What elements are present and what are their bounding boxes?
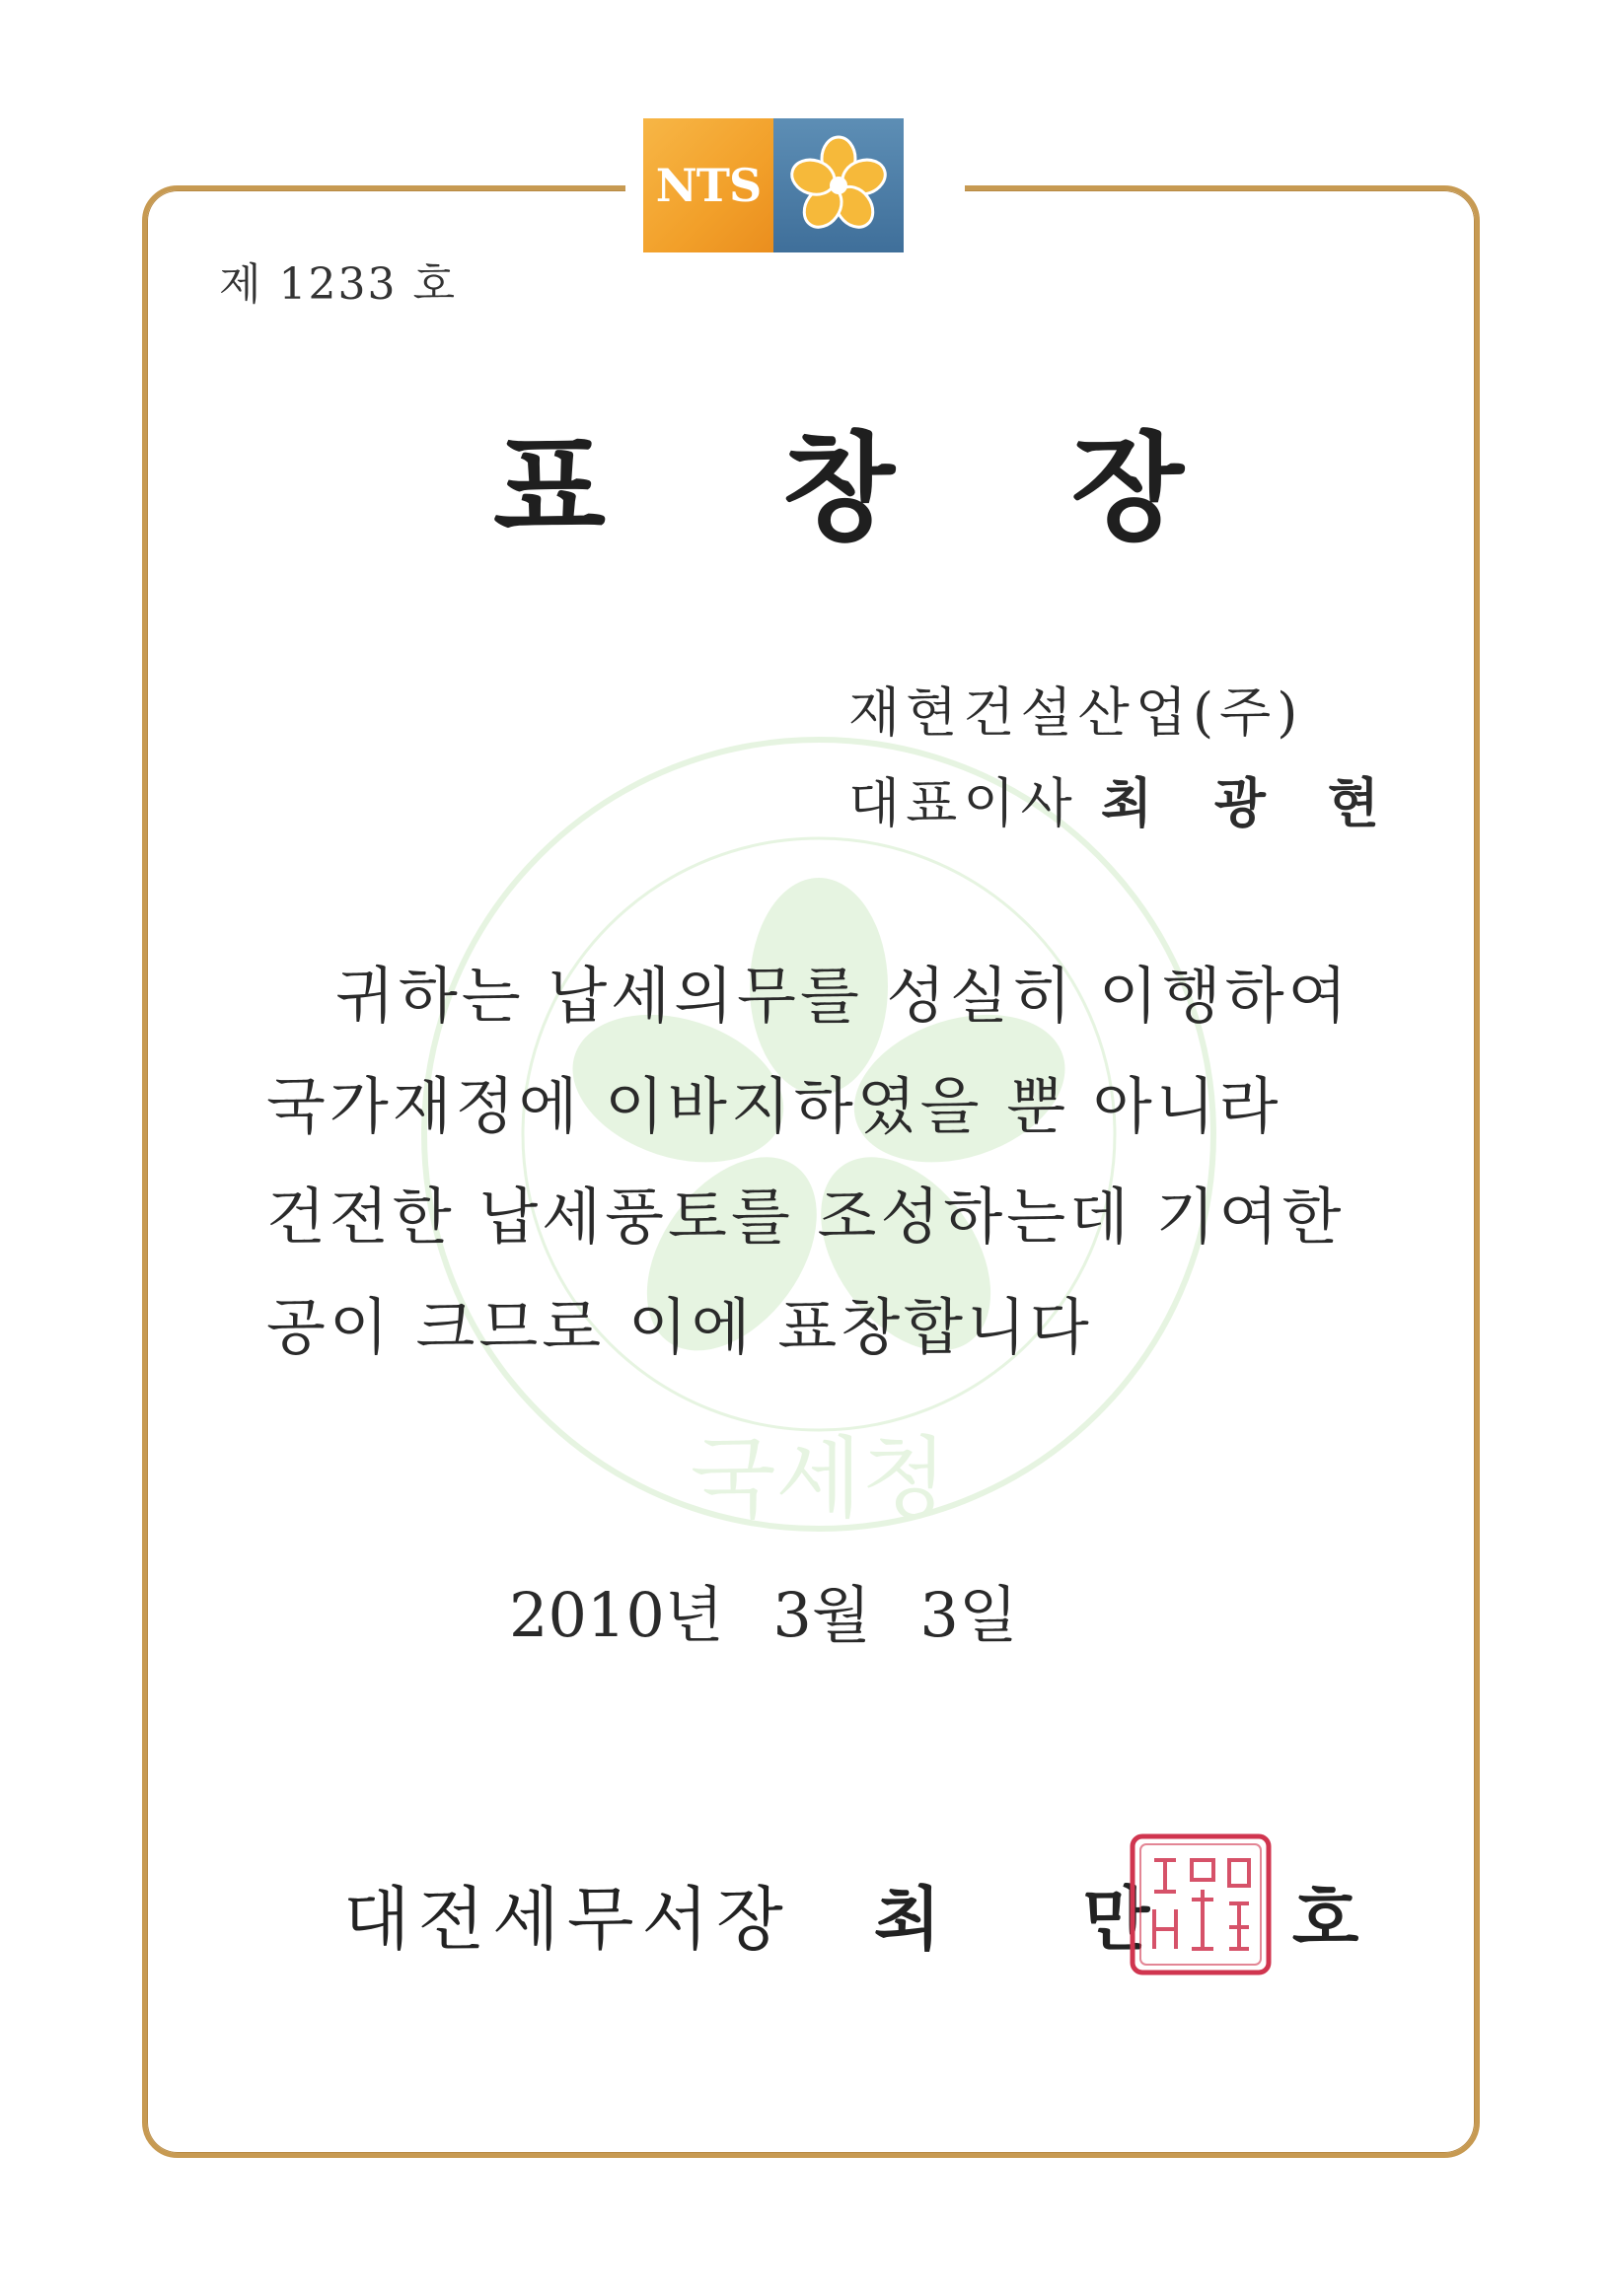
representative-title: 대표이사 [848,772,1078,834]
recipient-company: 재현건설산업(주) [848,682,1304,744]
svg-text:국세청: 국세청 [690,1427,948,1531]
citation-text [266,947,1391,1389]
recipient-representative [848,761,1401,852]
citation-line: 국가재정에 이바지하였을 뿐 아니라 [266,1070,1282,1142]
representative-name: 최 광 현 [1100,771,1401,834]
citation-line: 공이 크므로 이에 표창합니다 [266,1291,1093,1363]
certificate-title [493,395,1184,562]
issue-date: 2010년 3월 3일 [509,1579,1018,1651]
title-char: 장 [1071,420,1184,556]
nts-logo-text: NTS [655,159,762,212]
certificate-number: 제 1233 호 [219,259,457,310]
official-seal-stamp [1127,1830,1275,1978]
citation-line: 귀하는 납세의무를 성실히 이행하여 [335,960,1352,1032]
nts-logo-text-block [643,118,773,252]
nts-logo [625,118,965,252]
issuer-name: 최 만 호 [873,1879,1419,1960]
issuer-office: 대전세무서장 [343,1879,791,1960]
citation-line: 건전한 납세풍토를 조성하는데 기여한 [266,1181,1346,1253]
title-char: 창 [782,420,895,556]
plum-blossom-icon [773,118,904,252]
recipient-block [848,671,1401,852]
title-char: 표 [493,420,606,556]
